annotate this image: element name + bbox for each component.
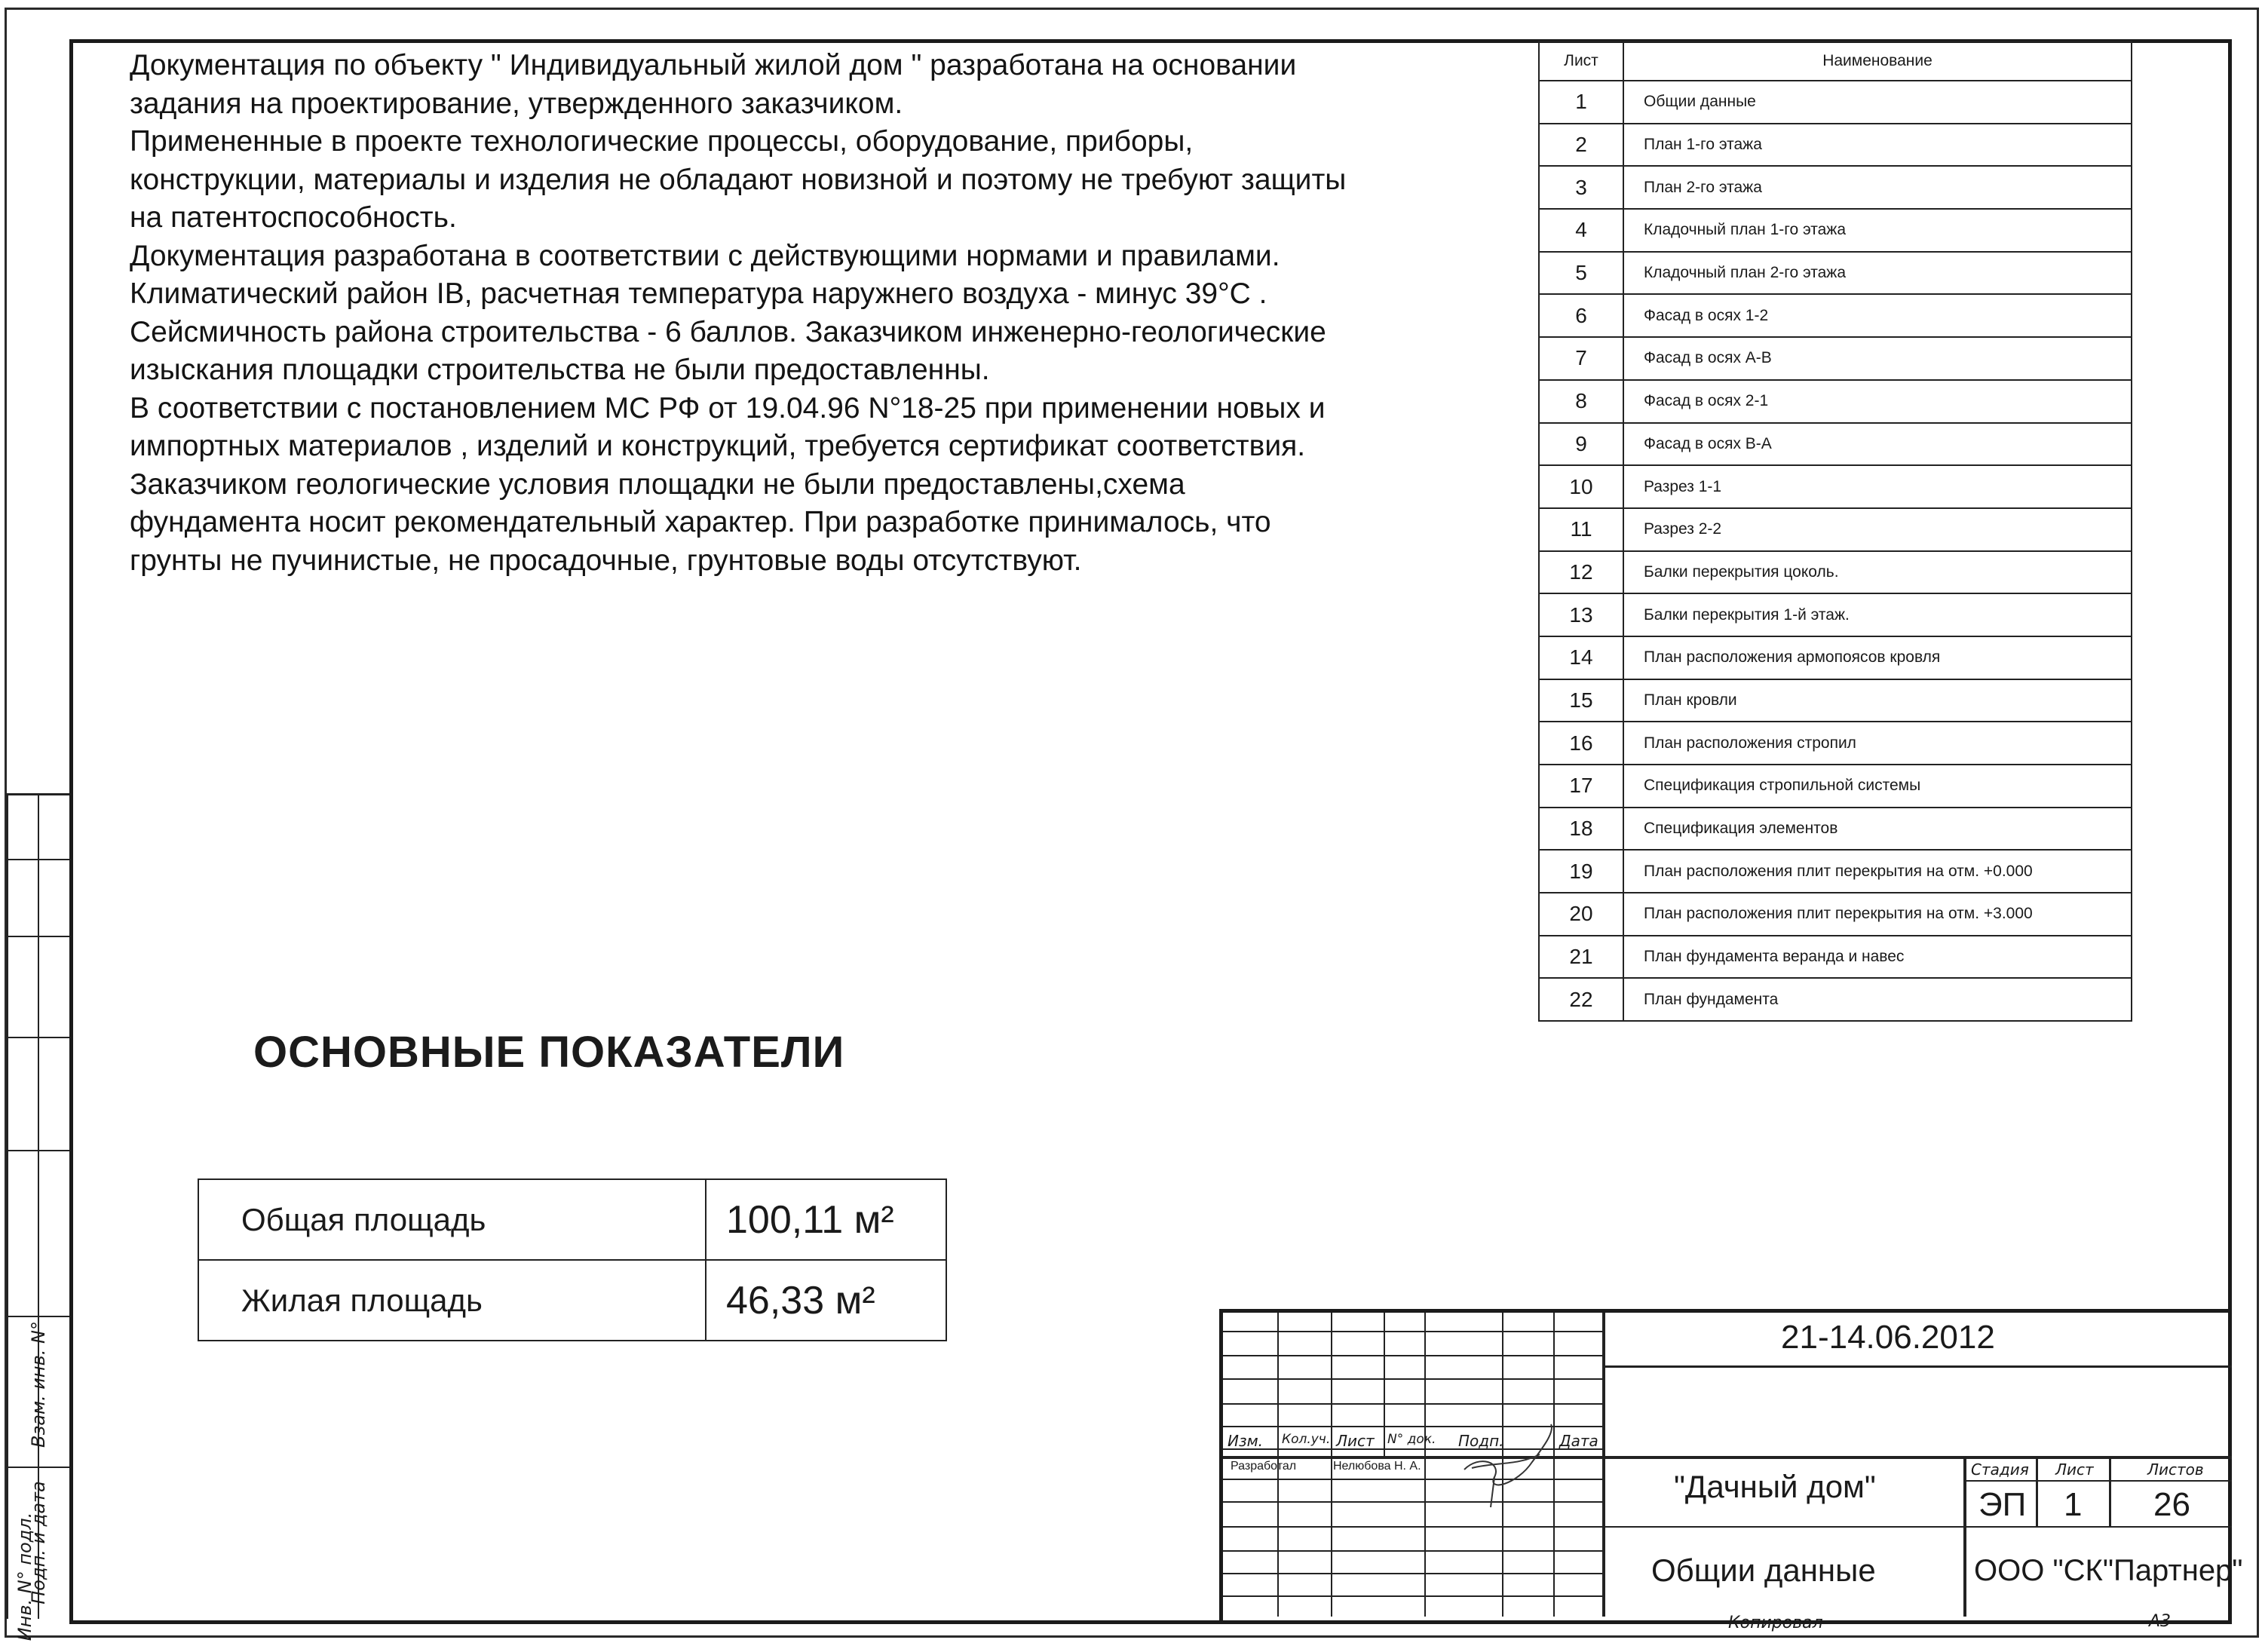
table-row	[1539, 252, 2132, 295]
table-row	[1539, 508, 2132, 551]
indicators-table	[198, 1178, 947, 1341]
table-row	[1539, 722, 2132, 765]
table-row	[1539, 124, 2132, 167]
sheet-number: 18	[1539, 808, 1623, 851]
col-data: Дата	[1559, 1432, 1598, 1450]
sheet-name: Фасад в осях В-А	[1623, 423, 2132, 466]
table-row	[198, 1260, 946, 1341]
sheet-name: Балки перекрытия цоколь.	[1623, 551, 2132, 594]
sheet-name: Общии данные	[1623, 81, 2132, 124]
header-sheet: Лист	[1539, 41, 1623, 81]
project-name: "Дачный дом"	[1674, 1469, 1876, 1504]
inv-original-label: Инв. N° подл.	[14, 1512, 35, 1641]
sheet-number: 15	[1539, 679, 1623, 722]
sheet-number: 12	[1539, 551, 1623, 594]
sheet-name: План кровли	[1623, 679, 2132, 722]
tb-line	[1963, 1480, 2232, 1482]
table-row	[1539, 337, 2132, 380]
living-area-label: Жилая площадь	[198, 1260, 706, 1341]
note-6: В соответствии с постановлением МС РФ от 19.04.96 N°18-25 при применении новых и импортных материалов , изделий и конструкций, требуется сертификат соответствия.	[130, 391, 1326, 462]
col-izm: Изм.	[1228, 1432, 1264, 1450]
sheet-name: План фундамента	[1623, 978, 2132, 1021]
sheet-name: Спецификация элементов	[1623, 808, 2132, 851]
tb-line	[1223, 1378, 1604, 1380]
tb-line	[2109, 1456, 2111, 1526]
table-row	[1539, 166, 2132, 209]
table-row	[1539, 893, 2132, 936]
table-row	[1539, 380, 2132, 423]
table-row	[198, 1179, 946, 1260]
title-block	[1219, 1309, 2243, 1620]
strip-line	[6, 1150, 69, 1151]
sheet-value: 1	[2064, 1486, 2083, 1523]
sheet-name: Кладочный план 2-го этажа	[1623, 252, 2132, 295]
sheet-number: 7	[1539, 337, 1623, 380]
sheet-number: 2	[1539, 124, 1623, 167]
sheet-name: Разрез 2-2	[1623, 508, 2132, 551]
table-row	[1539, 423, 2132, 466]
sheet-name: План расположения армопоясов кровля	[1623, 636, 2132, 679]
tb-line	[1604, 1365, 2232, 1368]
tb-line	[1602, 1313, 1605, 1617]
sheet-title: Общии данные	[1651, 1552, 1876, 1588]
role-developer: Разработал	[1231, 1460, 1297, 1473]
sheets-label: Листов	[2147, 1460, 2204, 1479]
strip-line	[6, 936, 69, 937]
tb-line	[1223, 1595, 1604, 1597]
tb-line	[1223, 1550, 1604, 1552]
note-4: Климатический район IВ, расчетная температура наружнего воздуха - минус 39°С .	[130, 277, 1267, 310]
strip-line	[6, 859, 69, 860]
stage-label: Стадия	[1971, 1460, 2029, 1479]
sheet-number: 8	[1539, 380, 1623, 423]
table-row	[1539, 808, 2132, 851]
sheet-name: Кладочный план 1-го этажа	[1623, 209, 2132, 252]
sign-date-label: Подп. и дата	[28, 1481, 49, 1604]
sheet-number: 3	[1539, 166, 1623, 209]
table-row	[1539, 679, 2132, 722]
sheets-value: 26	[2153, 1486, 2190, 1523]
indicators-heading: ОСНОВНЫЕ ПОКАЗАТЕЛИ	[253, 1028, 845, 1077]
tb-line	[1223, 1355, 1604, 1356]
sheet-number: 10	[1539, 465, 1623, 508]
strip-line	[6, 1037, 69, 1038]
table-row	[1539, 765, 2132, 808]
sheet-name: План 2-го этажа	[1623, 166, 2132, 209]
sheet-number: 17	[1539, 765, 1623, 808]
sheet-number: 4	[1539, 209, 1623, 252]
sheet-name: План 1-го этажа	[1623, 124, 2132, 167]
note-1: Документация по объекту " Индивидуальный жилой дом " разработана на основании задания на проектирование, утвержденного заказчиком.	[130, 49, 1297, 120]
sheet-number: 13	[1539, 593, 1623, 636]
col-podp: Подп.	[1458, 1432, 1504, 1450]
sheet-name: План расположения плит перекрытия на отм. +0.000	[1623, 850, 2132, 893]
note-7: Заказчиком геологические условия площадки не были предоставлены,схема фундамента носит рекомендательный характер. При разработке принималось, что грунты не пучинистые, не просадочные, грунтовые воды отсутствуют.	[130, 467, 1271, 577]
col-list: Лист	[1336, 1432, 1375, 1450]
table-row	[1539, 636, 2132, 679]
table-row	[1539, 850, 2132, 893]
tb-line	[1331, 1313, 1332, 1617]
table-row	[1539, 593, 2132, 636]
sheet-name: Фасад в осях А-В	[1623, 337, 2132, 380]
sheet-name: План расположения стропил	[1623, 722, 2132, 765]
sheet-label: Лист	[2055, 1460, 2094, 1479]
side-strip	[6, 793, 69, 1619]
sheet-name: Фасад в осях 2-1	[1623, 380, 2132, 423]
sheet-list-header	[1539, 41, 2132, 81]
total-area-value: 100,11 м²	[706, 1179, 946, 1260]
developer-name: Нелюбова Н. А.	[1333, 1460, 1421, 1473]
living-area-value: 46,33 м²	[706, 1260, 946, 1341]
sheet-list-table	[1538, 41, 2132, 1022]
tb-line	[1384, 1313, 1385, 1456]
sheet-number: 11	[1539, 508, 1623, 551]
replaces-inv-label: Взам. инв. N°	[28, 1321, 49, 1448]
sheet-number: 14	[1539, 636, 1623, 679]
sheet-number: 6	[1539, 294, 1623, 337]
sheet-name: Спецификация стропильной системы	[1623, 765, 2132, 808]
sheet-number: 21	[1539, 936, 1623, 979]
tb-line	[2036, 1456, 2038, 1526]
note-2: Примененные в проекте технологические процессы, оборудование, приборы, конструкции, материалы и изделия не обладают новизной и поэтому не требуют защиты на патентоспособность.	[130, 125, 1347, 234]
sheet-name: План расположения плит перекрытия на отм. +3.000	[1623, 893, 2132, 936]
format-label: А3	[2149, 1612, 2172, 1631]
strip-line	[6, 795, 8, 1619]
table-row	[1539, 294, 2132, 337]
sheet-number: 1	[1539, 81, 1623, 124]
sheet-number: 5	[1539, 252, 1623, 295]
sheet-number: 22	[1539, 978, 1623, 1021]
table-row	[1539, 551, 2132, 594]
sheet-number: 20	[1539, 893, 1623, 936]
stage-value: ЭП	[1978, 1486, 2027, 1523]
tb-line	[1223, 1403, 1604, 1405]
note-3: Документация разработана в соответствии с действующими нормами и правилами.	[130, 239, 1280, 272]
copied-label: Копировал	[1728, 1614, 1823, 1632]
sheet-name: Фасад в осях 1-2	[1623, 294, 2132, 337]
table-row	[1539, 81, 2132, 124]
tb-line	[1223, 1526, 2232, 1528]
table-row	[1539, 936, 2132, 979]
sheet-name: Разрез 1-1	[1623, 465, 2132, 508]
signature-scribble	[1449, 1409, 1562, 1515]
table-row	[1539, 209, 2132, 252]
tb-line	[1223, 1331, 1604, 1332]
table-row	[1539, 978, 2132, 1021]
note-5: Сейсмичность района строительства - 6 баллов. Заказчиком инженерно-геологические изыскания площадки строительства не были предоставленны.	[130, 315, 1326, 386]
sheet-number: 9	[1539, 423, 1623, 466]
sheet-number: 16	[1539, 722, 1623, 765]
sheet-name: Балки перекрытия 1-й этаж.	[1623, 593, 2132, 636]
table-row	[1539, 465, 2132, 508]
tb-line	[1223, 1573, 1604, 1574]
total-area-label: Общая площадь	[198, 1179, 706, 1260]
sheet-number: 19	[1539, 850, 1623, 893]
tb-line	[1424, 1313, 1426, 1617]
sheet-name: План фундамента веранда и навес	[1623, 936, 2132, 979]
col-kol: Кол.уч.	[1282, 1432, 1331, 1447]
tb-line	[1223, 1456, 2232, 1459]
company-name: ООО "СК"Партнер"	[1974, 1554, 2243, 1587]
header-name: Наименование	[1623, 41, 2132, 81]
col-ndok: N° док.	[1387, 1432, 1436, 1447]
general-notes	[130, 47, 1351, 580]
document-code: 21-14.06.2012	[1781, 1319, 1995, 1356]
